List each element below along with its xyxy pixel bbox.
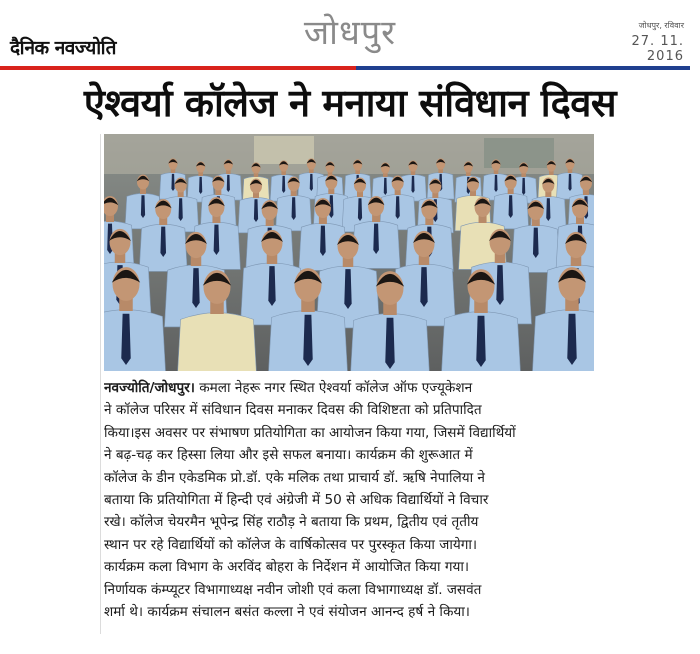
masthead-paper-name: दैनिक नवज्योति — [10, 37, 116, 59]
article-line: कॉलेज के डीन एकेडमिक प्रो.डॉ. एके मलिक तथा प्राचार्य डॉ. ऋषि नेपालिया ने — [104, 469, 485, 486]
article-line: शर्मा थे। कार्यक्रम संचालन बसंत कल्ला ने एवं संयोजन आनन्द हर्ष ने किया। — [104, 604, 470, 621]
article-line-text: कमला नेहरू नगर स्थित ऐश्वर्या कॉलेज ऑफ एज्यूकेशन — [194, 380, 473, 396]
article-line: ने बढ़-चढ़ कर हिस्सा लिया और इसे सफल बनाया। कार्यक्रम की शुरूआत में — [104, 447, 473, 464]
article-line: किया।इस अवसर पर संभाषण प्रतियोगिता का आयोजन किया गया, जिसमें विद्यार्थियों — [104, 424, 516, 441]
article-line: ने कॉलेज परिसर में संविधान दिवस मनाकर दिवस की विशिष्टता को प्रतिपादित — [104, 402, 482, 419]
article-line: रखे। कॉलेज चेयरमैन भूपेन्द्र सिंह राठौड़ ने बताया कि प्रथम, द्वितीय एवं तृतीय — [104, 514, 479, 531]
dateline-city-day: जोधपुर, रविवार — [638, 21, 684, 30]
article-line — [104, 377, 594, 399]
dateline — [594, 20, 684, 64]
dateline-date: 27. 11. 2016 — [631, 34, 684, 64]
article-byline: नवज्योति/जोधपुर। — [104, 380, 195, 396]
masthead-rule-red — [0, 66, 356, 70]
article-line: बताया कि प्रतियोगिता में हिन्दी एवं अंग्रेजी में 50 से अधिक विद्यार्थियों ने विचार — [104, 492, 489, 509]
article-line: निर्णायक कंम्प्यूटर विभागाध्यक्ष नवीन जोशी एवं कला विभागाध्यक्ष डॉ. जसवंत — [104, 581, 482, 598]
article-line: स्थान पर रहे विद्यार्थियों को कॉलेज के वार्षिकोत्सव पर पुरस्कृत किया जायेगा। — [104, 536, 478, 553]
article-headline: ऐश्वर्या कॉलेज ने मनाया संविधान दिवस — [83, 81, 617, 125]
column-rule — [100, 134, 101, 634]
article-line: कार्यक्रम कला विभाग के अरविंद बोहरा के निर्देशन में आयोजित किया गया। — [104, 559, 470, 576]
masthead-rule-blue — [356, 66, 690, 70]
article-body — [104, 377, 594, 623]
students-seated-in-auditorium-photo — [104, 134, 594, 371]
masthead-edition: जोधपुर — [303, 13, 397, 53]
